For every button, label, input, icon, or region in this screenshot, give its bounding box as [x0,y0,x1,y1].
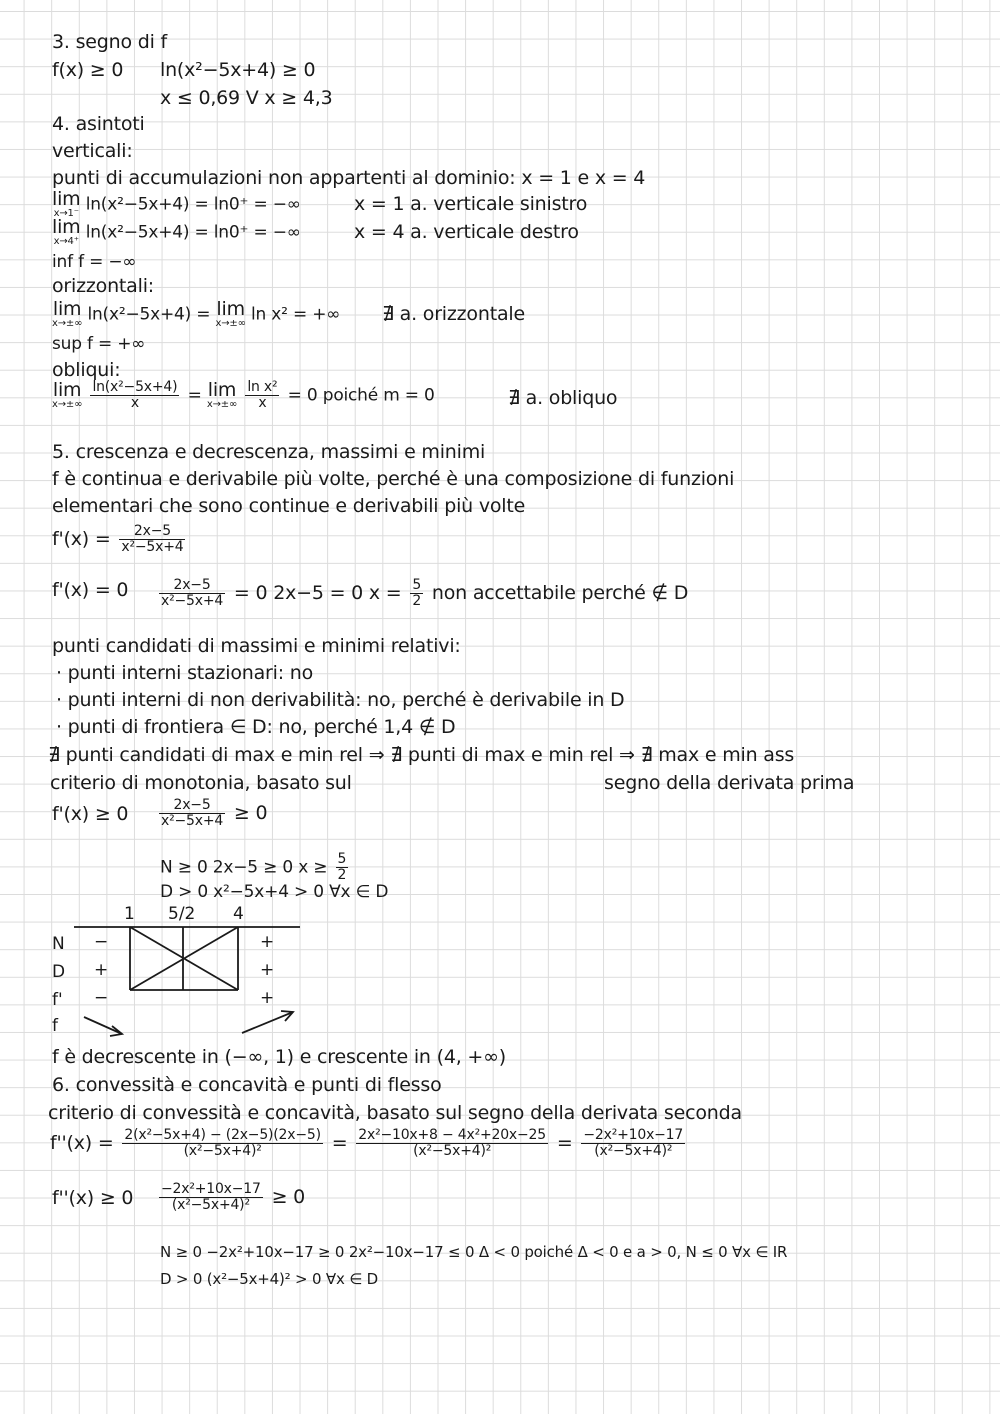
max-min-conclusion: ∄ punti candidati di max e min rel ⇒ ∄ punti di max e min rel ⇒ ∄ max e min ass [48,744,795,766]
limit-symbol: lim x→±∞ [215,298,246,329]
second-derivative: f''(x) = $\frac{\text{2(x²−5x+4) − (2x−5)(2x−5)}}{\text{(x²−5x+4)²}}$ = $\frac{\text{2x²−10x+8 − 4x²+20x−25}}{\text{(x²−5x+4)²}}$ = $\frac{\text{−2x²+10x−17}}{\text{(x²−5x+4)²}}$ [50,1127,684,1159]
second-numerator-condition: N ≥ 0 −2x²+10x−17 ≥ 0 2x²−10x−17 ≤ 0 Δ < 0 poiché Δ < 0 e a > 0, N ≤ 0 ∀x ∈ IR [160,1243,788,1261]
no-oblique-asymptote: ∄ a. obliquo [508,387,618,409]
section-5-title: 5. crescenza e decrescenza, massimi e minimi [52,441,486,463]
supremum: sup f = +∞ [52,334,146,354]
limit-symbol: lim x→±∞ [52,298,83,329]
bullet-non-derivable: · punti interni di non derivabilità: no, perché è derivabile in D [56,689,625,711]
table-header-5-2: 5/2 [168,904,196,924]
table-row-f: f [52,1016,58,1036]
not-acceptable: non accettabile perché ∉ D [431,582,689,604]
horizontal-heading: orizzontali: [52,275,154,297]
continuity-text-1: f è continua e derivabile più volte, perché è una composizione di funzioni [52,468,735,490]
second-denominator-condition: D > 0 (x²−5x+4)² > 0 ∀x ∈ D [160,1270,378,1288]
limit-symbol: lim x→4⁺ [52,216,81,247]
denominator-condition: D > 0 x²−5x+4 > 0 ∀x ∈ D [160,882,389,902]
derivative-zero-eq: $\frac{2x-5}{\text{x²−5x+4}}$ = 0 2x−5 = 0 x = $\frac{5}{2}$ non accettabile perché ∉ D [161,577,689,609]
table-row-fprime: f' [52,990,63,1010]
oblique-fraction: $\frac{\text{ln(x²−5x+4)}}{x}$ [92,379,178,411]
continuity-text-2: elementari che sono continue e derivabili più volte [52,495,526,517]
sign-d-left: + [94,960,109,980]
infimum: inf f = −∞ [52,252,137,272]
vertical-asymptote-left: x = 1 a. verticale sinistro [354,193,588,215]
derivative-fraction: $\frac{2x-5}{\text{x²−5x+4}}$ [121,523,184,555]
section-4-title: 4. asintoti [52,113,145,135]
first-derivative-inequality: f'(x) ≥ 0 [52,803,129,825]
numerator-condition: N ≥ 0 2x−5 ≥ 0 x ≥ $\frac{5}{2}$ [160,851,347,883]
monotonicity-criterion-b: segno della derivata prima [604,772,855,794]
vertical-asymptote-right: x = 4 a. verticale destro [354,221,579,243]
sign-d-right: + [260,960,275,980]
sign-fprime-left: − [94,988,109,1008]
section-3-title: 3. segno di f [52,31,167,53]
derivative-zero: f'(x) = 0 [52,579,129,601]
oblique-fraction-simplified: $\frac{\text{ln x²}}{x}$ [247,379,278,411]
first-derivative: f'(x) = $\frac{2x-5}{\text{x²−5x+4}}$ [52,523,184,555]
limit-expression: ln(x²−5x+4) = [87,304,211,325]
first-derivative-inequality-expr: $\frac{2x-5}{\text{x²−5x+4}}$ ≥ 0 [161,797,268,829]
sign-n-left: − [94,932,109,952]
vertical-points: punti di accumulazioni non appartenti al dominio: x = 1 e x = 4 [52,167,646,189]
bullet-boundary: · punti di frontiera ∈ D: no, perché 1,4 ∉ D [56,716,456,738]
second-derivative-inequality: f''(x) ≥ 0 [52,1187,134,1209]
section-6-title: 6. convessità e concavità e punti di flesso [52,1074,442,1096]
sign-condition: f(x) ≥ 0 [52,59,124,81]
table-header-1: 1 [124,904,135,924]
table-row-d: D [52,962,66,982]
monotonicity-conclusion: f è decrescente in (−∞, 1) e crescente in (4, +∞) [52,1046,506,1068]
sign-inequality: ln(x²−5x+4) ≥ 0 [160,59,316,81]
oblique-limit-line: lim x→±∞ $\frac{\text{ln(x²−5x+4)}}{x}$ = lim x→±∞ $\frac{\text{ln x²}}{x}$ = 0 poiché m = 0 [52,379,435,411]
bullet-stationary: · punti interni stazionari: no [56,662,314,684]
limit-symbol: lim x→1⁻ [52,188,81,219]
oblique-result: = 0 poiché m = 0 [287,385,435,406]
limit-expression: ln(x²−5x+4) = ln0⁺ = −∞ [85,194,301,215]
limit-expression: ln(x²−5x+4) = ln0⁺ = −∞ [85,222,301,243]
monotonicity-criterion-a: criterio di monotonia, basato sul [50,772,352,794]
oblique-heading: obliqui: [52,359,121,381]
candidates-heading: punti candidati di massimi e minimi relativi: [52,635,461,657]
no-horizontal-asymptote: ∄ a. orizzontale [382,303,525,325]
limit-symbol: lim x→±∞ [52,379,83,410]
vertical-heading: verticali: [52,140,133,162]
sign-n-right: + [260,932,275,952]
table-header-4: 4 [233,904,244,924]
limit-symbol: lim x→±∞ [206,379,238,410]
sign-solution: x ≤ 0,69 V x ≥ 4,3 [160,87,333,109]
convexity-criterion: criterio di convessità e concavità, basato sul segno della derivata seconda [48,1102,742,1124]
limit-result: ln x² = +∞ [250,304,341,325]
sign-fprime-right: + [260,988,275,1008]
second-derivative-inequality-expr: $\frac{\text{−2x²+10x−17}}{\text{(x²−5x+4)²}}$ ≥ 0 [161,1181,306,1213]
table-row-n: N [52,934,65,954]
